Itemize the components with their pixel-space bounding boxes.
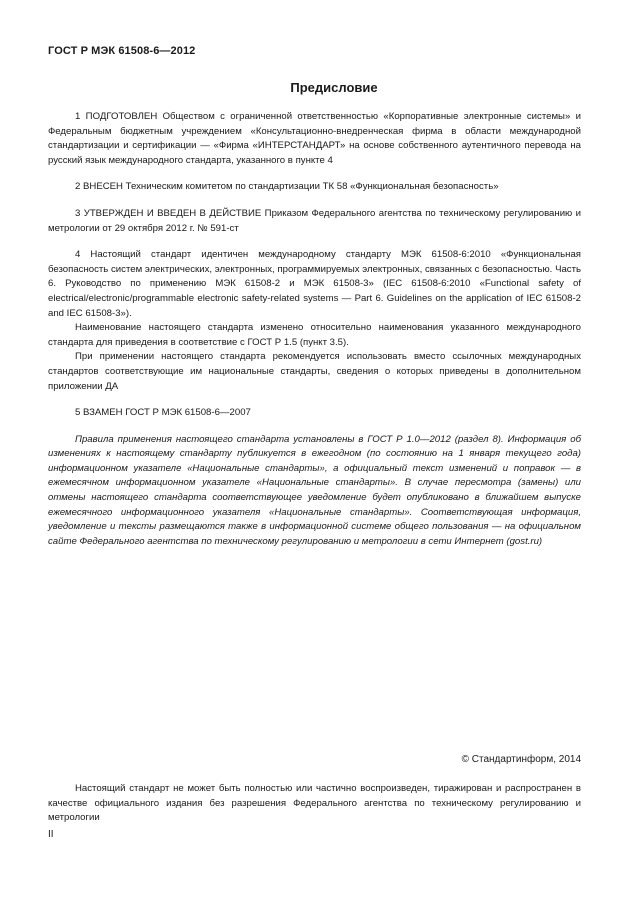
page-number: II — [48, 829, 54, 840]
document-code-header: ГОСТ Р МЭК 61508-6—2012 — [48, 45, 196, 57]
paragraph-reference-standards: При применении настоящего стандарта рекомендуется использовать вместо ссылочных международных стандартов соответствующие им национальные стандарты, сведения о которых приведены в дополнительном приложении ДА — [48, 351, 581, 392]
reproduction-notice-text: Настоящий стандарт не может быть полностью или частично воспроизведен, тиражирован и распространен в качестве официального издания без разрешения Федерального агентства по техническому регулированию и метрологии — [48, 783, 581, 824]
foreword-body — [48, 110, 581, 549]
paragraph-prepared-by: 1 ПОДГОТОВЛЕН Обществом с ограниченной ответственностью «Корпоративные электронные системы» и Федеральным бюджетным учреждением «Консультационно-внедренческая фирма в области международной стандартизации и сертификации — «Фирма «ИНТЕРСТАНДАРТ» на основе собственного аутентичного перевода на русский язык международного стандарта, указанного в пункте 4 — [48, 111, 581, 166]
paragraph-name-changed: Наименование настоящего стандарта изменено относительно наименования указанного международного стандарта для приведения в соответствие с ГОСТ Р 1.5 (пункт 3.5). — [48, 322, 581, 348]
paragraph-replaces: 5 ВЗАМЕН ГОСТ Р МЭК 61508-6—2007 — [75, 407, 251, 419]
section-title: Предисловие — [290, 80, 378, 95]
copyright-notice: © Стандартинформ, 2014 — [461, 754, 581, 765]
paragraph-approved: 3 УТВЕРЖДЕН И ВВЕДЕН В ДЕЙСТВИЕ Приказом Федерального агентства по техническому регулированию и метрологии от 29 октября 2012 г. № 591-ст — [48, 207, 581, 234]
reproduction-notice — [48, 782, 581, 826]
paragraph-introduced-by: 2 ВНЕСЕН Техническим комитетом по стандартизации ТК 58 «Функциональная безопасность» — [75, 181, 499, 193]
paragraph-application-rules: Правила применения настоящего стандарта установлены в ГОСТ Р 1.0—2012 (раздел 8). Информация об изменениях к настоящему стандарту публикуется в ежегодном (по состоянию на 1 января текущего года) информационном указателе «Национальные стандарты», а официальный текст изменений и поправок — в ежемесячном информационном указателе «Национальные стандарты». В случае пересмотра (замены) или отмены настоящего стандарта соответствующее уведомление будет опубликовано в ближайшем выпуске ежемесячного информационного указателя «Национальные стандарты». Соответствующая информация, уведомление и тексты размещаются также в информационной системе общего пользования — на официальном сайте Федерального агентства по техническому регулированию и метрологии в сети Интернет (gost.ru) — [48, 433, 581, 547]
paragraph-identical-standard: 4 Настоящий стандарт идентичен международному стандарту МЭК 61508-6:2010 «Функциональная безопасность систем электрических, электронных, программируемых электронных, связанных с безопасностью. Часть 6. Руководство по применению МЭК 61508-2 и МЭК 61508-3» (IEC 61508-6:2010 «Functional safety of electrical/electronic/programmable electronic safety-related systems — Part 6. Guidelines on the application of IEC 61508-2 and IEC 61508-3»). — [48, 249, 581, 319]
